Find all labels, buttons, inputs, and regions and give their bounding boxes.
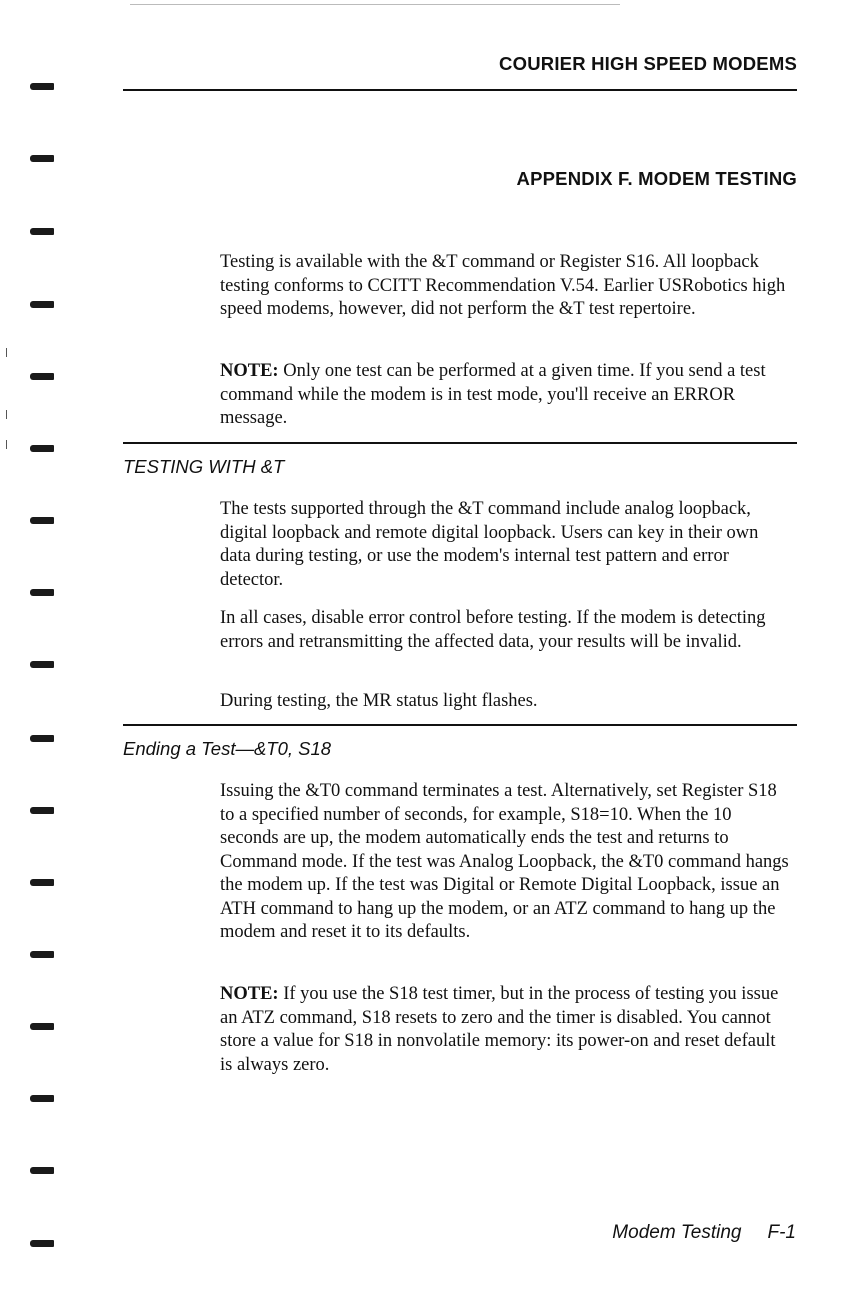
note-text: If you use the S18 test timer, but in the process of testing you issue an ATZ command, S18 resets to zero and the timer is disabled. You cannot store a value for S18 in nonvolatile memory: its power-on and reset default is always zero. <box>220 984 779 1075</box>
note-label: NOTE: <box>220 984 279 1004</box>
section-heading-testing-with-t: TESTING WITH &T <box>123 456 285 477</box>
binder-hole <box>30 735 54 742</box>
footer-section-name: Modem Testing <box>612 1222 742 1243</box>
section-rule <box>123 442 797 444</box>
section2-note <box>220 983 792 1077</box>
section-heading-ending-a-test: Ending a Test—&T0, S18 <box>123 738 332 759</box>
binder-hole <box>30 951 54 958</box>
section-rule <box>123 724 797 726</box>
scan-mark <box>6 410 7 419</box>
binder-hole <box>30 517 54 524</box>
binder-hole <box>30 807 54 814</box>
header-rule <box>123 89 797 91</box>
binder-hole <box>30 1167 54 1174</box>
scan-top-edge <box>130 4 620 5</box>
binder-hole <box>30 373 54 380</box>
binder-hole <box>30 1023 54 1030</box>
binder-hole <box>30 1095 54 1102</box>
section1-paragraph-2: In all cases, disable error control before testing. If the modem is detecting errors and retransmitting the affected data, your results will be invalid. <box>220 608 766 652</box>
note-label: NOTE: <box>220 361 279 381</box>
binder-hole <box>30 589 54 596</box>
binder-hole <box>30 301 54 308</box>
binder-hole <box>30 879 54 886</box>
intro-note <box>220 360 792 431</box>
section1-paragraph-1: The tests supported through the &T command include analog loopback, digital loopback and remote digital loopback. Users can key in their own data during testing, or use the modem's internal test pattern and error detector. <box>220 499 759 590</box>
binder-hole <box>30 155 54 162</box>
section1-paragraph-3: During testing, the MR status light flashes. <box>220 691 538 711</box>
section2-paragraph-1: Issuing the &T0 command terminates a test. Alternatively, set Register S18 to a specified number of seconds, for example, S18=10. When the 10 seconds are up, the modem automatically ends the test and returns to Command mode. If the test was Analog Loopback, the &T0 command hangs the modem up. If the test was Digital or Remote Digital Loopback, issue an ATH command to hang up the modem, or an ATZ command to hang up the modem and reset it to its defaults. <box>220 781 789 942</box>
binder-hole <box>30 228 54 235</box>
page-footer <box>612 1222 796 1244</box>
binder-hole <box>30 1240 54 1247</box>
note-text: Only one test can be performed at a given time. If you send a test command while the modem is in test mode, you'll receive an ERROR message. <box>220 361 766 428</box>
binder-hole <box>30 445 54 452</box>
page-number: F-1 <box>767 1222 796 1243</box>
binder-hole <box>30 83 54 90</box>
page-title: APPENDIX F. MODEM TESTING <box>516 168 797 189</box>
scan-mark <box>6 348 7 357</box>
running-header: COURIER HIGH SPEED MODEMS <box>499 53 797 74</box>
scan-mark <box>6 440 7 449</box>
binder-hole <box>30 661 54 668</box>
intro-paragraph: Testing is available with the &T command or Register S16. All loopback testing conforms to CCITT Recommendation V.54. Earlier USRobotics high speed modems, however, did not perform the &T test repertoire. <box>220 252 786 319</box>
